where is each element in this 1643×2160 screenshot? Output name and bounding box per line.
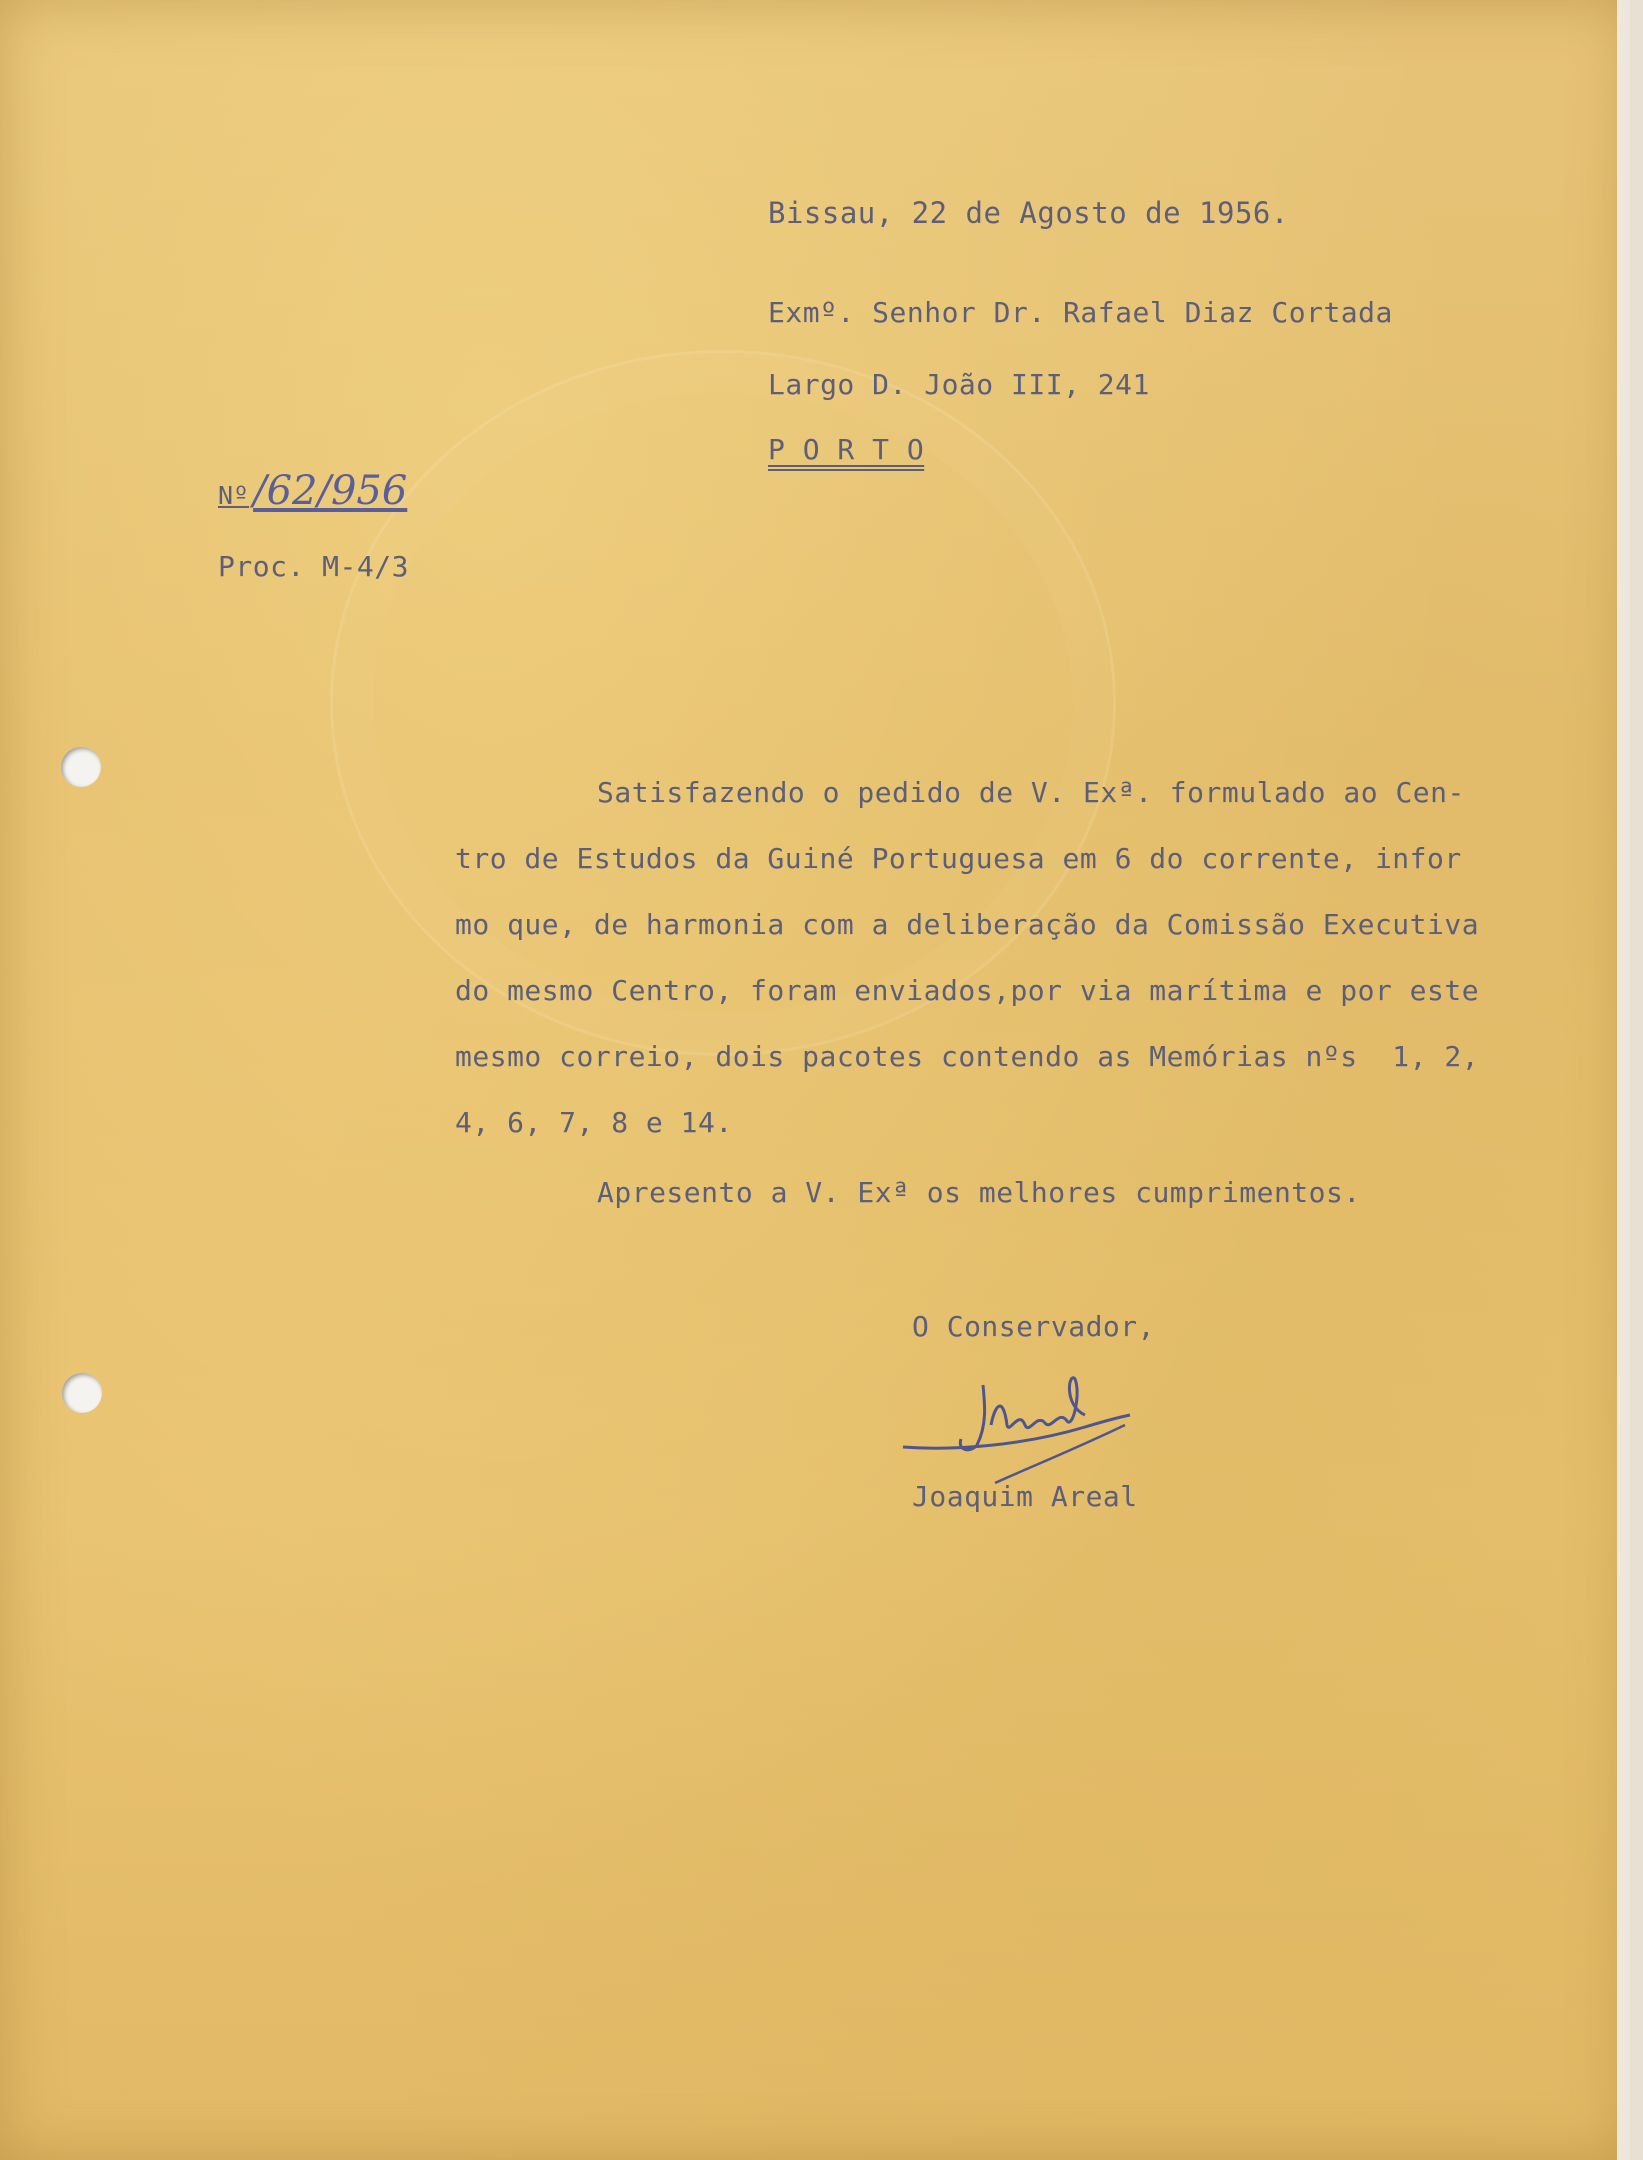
recipient-city: P O R T O bbox=[768, 433, 925, 466]
reference-prefix: Nº bbox=[218, 481, 250, 510]
reference-number bbox=[218, 468, 407, 514]
signature-graphic bbox=[895, 1365, 1175, 1485]
body-line-6: 4, 6, 7, 8 e 14. bbox=[455, 1106, 733, 1139]
watermark-seal bbox=[330, 350, 1116, 1056]
punch-hole-bottom bbox=[62, 1373, 102, 1413]
body-line-1: Satisfazendo o pedido de V. Exª. formulado ao Cen- bbox=[597, 776, 1465, 809]
recipient-salutation: Exmº. Senhor Dr. Rafael Diaz Cortada bbox=[768, 296, 1393, 329]
signature-strokes bbox=[895, 1365, 1175, 1485]
body-line-5: mesmo correio, dois pacotes contendo as Memórias nºs 1, 2, bbox=[455, 1040, 1480, 1073]
body-line-4: do mesmo Centro, foram enviados,por via marítima e por este bbox=[455, 974, 1480, 1007]
signer-title: O Conservador, bbox=[912, 1310, 1156, 1343]
closing-line: Apresento a V. Exª os melhores cumprimentos. bbox=[597, 1176, 1361, 1209]
reference-number-handwritten: /62/956 bbox=[253, 468, 408, 514]
body-line-3: mo que, de harmonia com a deliberação da Comissão Executiva bbox=[455, 908, 1480, 941]
process-reference: Proc. M-4/3 bbox=[218, 550, 409, 583]
recipient-address: Largo D. João III, 241 bbox=[768, 368, 1150, 401]
body-line-2: tro de Estudos da Guiné Portuguesa em 6 do corrente, infor bbox=[455, 842, 1462, 875]
signer-name: Joaquim Areal bbox=[912, 1480, 1138, 1513]
date-line: Bissau, 22 de Agosto de 1956. bbox=[768, 196, 1289, 230]
scan-edge bbox=[1617, 0, 1630, 2160]
punch-hole-top bbox=[61, 747, 101, 787]
